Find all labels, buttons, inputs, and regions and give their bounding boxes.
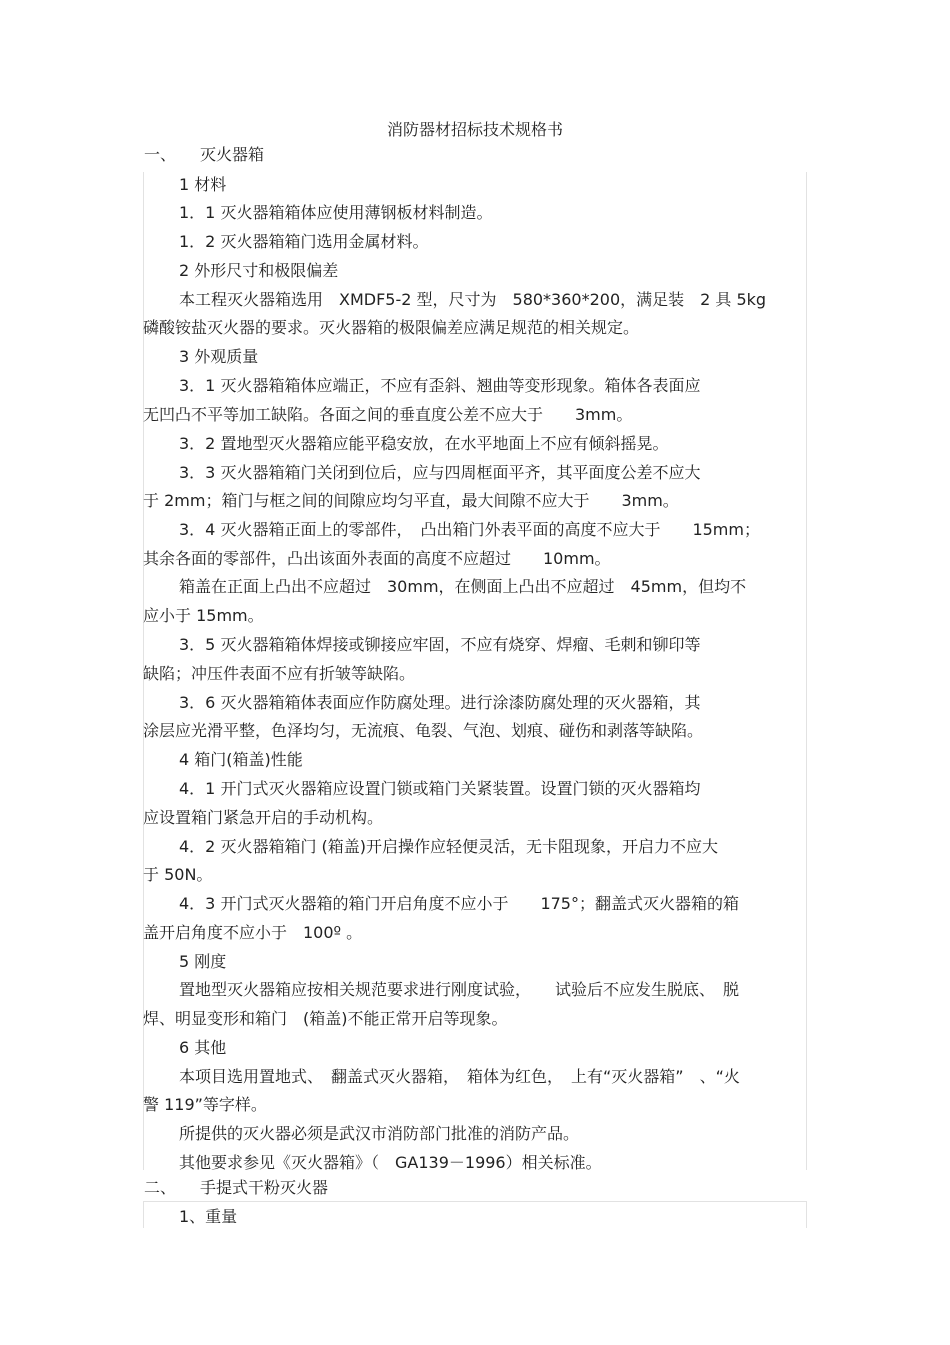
paragraph-line: 3．2 置地型灭火器箱应能平稳安放，在水平地面上不应有倾斜摇晃。 [179, 434, 669, 453]
subheading: 1 材料 [179, 175, 227, 194]
paragraph-line: 所提供的灭火器必须是武汉市消防部门批准的消防产品。 [179, 1124, 580, 1143]
paragraph-line: 箱盖在正面上凸出不应超过 30mm，在侧面上凸出不应超过 45mm，但均不 [179, 577, 747, 596]
paragraph-line: 应设置箱门紧急开启的手动机构。 [143, 808, 384, 827]
section-title: 灭火器箱 [200, 145, 265, 164]
paragraph-line: 3．6 灭火器箱箱体表面应作防腐处理。进行涂漆防腐处理的灭火器箱，其 [179, 693, 701, 712]
paragraph-line: 3．4 灭火器箱正面上的零部件， 凸出箱门外表平面的高度不应大于 15mm； [179, 520, 760, 539]
paragraph-line: 4．1 开门式灭火器箱应设置门锁或箱门关紧装置。设置门锁的灭火器箱均 [179, 779, 701, 798]
paragraph-line: 1．1 灭火器箱箱体应使用薄钢板材料制造。 [179, 203, 493, 222]
paragraph-line: 焊、明显变形和箱门 (箱盖)不能正常开启等现象。 [143, 1009, 508, 1028]
paragraph-line: 3．1 灭火器箱箱体应端正，不应有歪斜、翘曲等变形现象。箱体各表面应 [179, 376, 701, 395]
paragraph-line: 警 119”等字样。 [143, 1095, 267, 1114]
section-heading-2 [144, 1176, 328, 1200]
document-title: 消防器材招标技术规格书 [386, 120, 563, 139]
paragraph-line: 4．2 灭火器箱箱门 (箱盖)开启操作应轻便灵活，无卡阻现象，开启力不应大 [179, 837, 719, 856]
subheading: 4 箱门(箱盖)性能 [179, 750, 303, 769]
paragraph-line: 3．5 灭火器箱箱体焊接或铆接应牢固，不应有烧穿、焊瘤、毛刺和铆印等 [179, 635, 701, 654]
paragraph-line: 于 2mm；箱门与框之间的间隙应均匀平直，最大间隙不应大于 3mm。 [143, 491, 679, 510]
paragraph-line: 本工程灭火器箱选用 XMDF5-2 型，尺寸为 580*360*200，满足装 2 具 5kg [179, 290, 767, 309]
paragraph-line: 1．2 灭火器箱箱门选用金属材料。 [179, 232, 429, 251]
paragraph-line: 置地型灭火器箱应按相关规范要求进行刚度试验， 试验后不应发生脱底、 脱 [179, 980, 740, 999]
paragraph-line: 本项目选用置地式、 翻盖式灭火器箱， 箱体为红色， 上有“灭火器箱” 、“火 [179, 1067, 740, 1086]
paragraph-line: 3．3 灭火器箱箱门关闭到位后，应与四周框面平齐，其平面度公差不应大 [179, 463, 701, 482]
paragraph-line: 无凹凸不平等加工缺陷。各面之间的垂直度公差不应大于 3mm。 [143, 405, 633, 424]
section-heading-1 [144, 143, 264, 167]
subheading: 2 外形尺寸和极限偏差 [179, 261, 339, 280]
paragraph-line: 其他要求参见《灭火器箱》（ GA139－1996）相关标准。 [179, 1153, 602, 1172]
section-2-frame [143, 1201, 807, 1228]
paragraph-line: 涂层应光滑平整，色泽均匀，无流痕、龟裂、气泡、划痕、碰伤和剥落等缺陷。 [143, 721, 704, 740]
subheading: 3 外观质量 [179, 347, 259, 366]
paragraph-line: 其余各面的零部件，凸出该面外表面的高度不应超过 10mm。 [143, 549, 611, 568]
paragraph-line: 于 50N。 [143, 865, 213, 884]
paragraph-line: 缺陷；冲压件表面不应有折皱等缺陷。 [143, 664, 416, 683]
section-number: 二、 [144, 1178, 177, 1197]
subheading: 6 其他 [179, 1038, 227, 1057]
paragraph-line: 盖开启角度不应小于 100º 。 [143, 923, 363, 942]
paragraph-line: 4．3 开门式灭火器箱的箱门开启角度不应小于 175°；翻盖式灭火器箱的箱 [179, 894, 739, 913]
section-number: 一、 [144, 145, 177, 164]
subheading: 5 刚度 [179, 952, 227, 971]
section-title: 手提式干粉灭火器 [200, 1178, 329, 1197]
paragraph-line: 磷酸铵盐灭火器的要求。灭火器箱的极限偏差应满足规范的相关规定。 [143, 318, 640, 337]
paragraph-line: 应小于 15mm。 [143, 606, 264, 625]
subheading: 1、重量 [179, 1207, 238, 1226]
